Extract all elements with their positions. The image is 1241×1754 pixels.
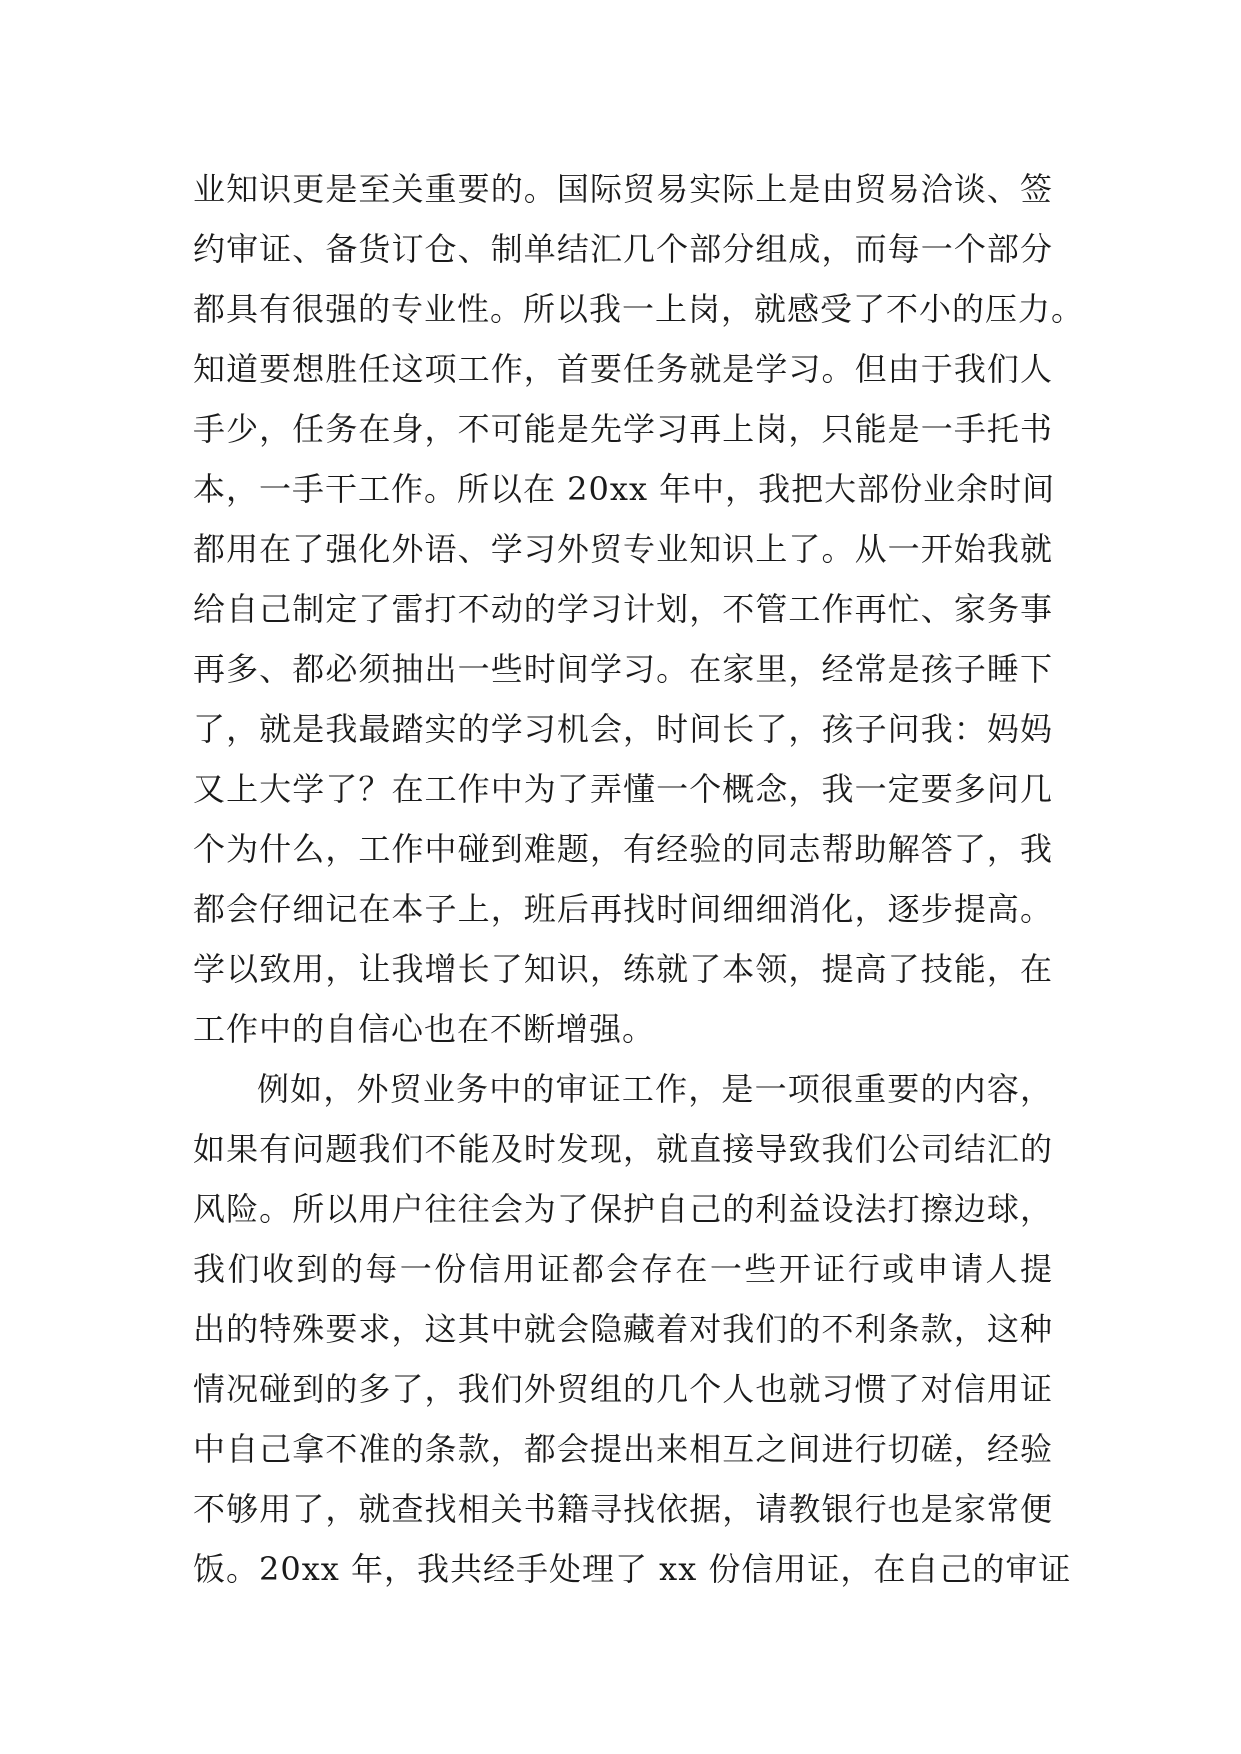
paragraph-2-line: 风险。所以用户往往会为了保护自己的利益设法打擦边球， bbox=[193, 1190, 1053, 1228]
paragraph-1-line: 知道要想胜任这项工作，首要任务就是学习。但由于我们人 bbox=[193, 350, 1053, 388]
paragraph-2-line: 例如，外贸业务中的审证工作，是一项很重要的内容， bbox=[257, 1070, 1053, 1108]
paragraph-2-line: 我们收到的每一份信用证都会存在一些开证行或申请人提 bbox=[193, 1250, 1053, 1288]
paragraph-1-line: 都会仔细记在本子上，班后再找时间细细消化，逐步提高。 bbox=[193, 890, 1053, 928]
paragraph-1-line: 又上大学了？在工作中为了弄懂一个概念，我一定要多问几 bbox=[193, 770, 1053, 808]
paragraph-2-line: 饭。20xx 年，我共经手处理了 xx 份信用证，在自己的审证 bbox=[193, 1550, 1072, 1588]
document-body bbox=[193, 159, 1085, 1599]
paragraph-1-line: 工作中的自信心也在不断增强。 bbox=[193, 1010, 656, 1048]
paragraph-2-line: 中自己拿不准的条款，都会提出来相互之间进行切磋，经验 bbox=[193, 1430, 1053, 1468]
paragraph-1-line: 学以致用，让我增长了知识，练就了本领，提高了技能，在 bbox=[193, 950, 1053, 988]
paragraph-2-line: 不够用了，就查找相关书籍寻找依据，请教银行也是家常便 bbox=[193, 1490, 1053, 1528]
paragraph-1-line: 了，就是我最踏实的学习机会，时间长了，孩子问我：妈妈 bbox=[193, 710, 1053, 748]
paragraph-1-line: 再多、都必须抽出一些时间学习。在家里，经常是孩子睡下 bbox=[193, 650, 1053, 688]
paragraph-1-line: 都具有很强的专业性。所以我一上岗，就感受了不小的压力。 bbox=[193, 290, 1085, 328]
paragraph-2-line: 如果有问题我们不能及时发现，就直接导致我们公司结汇的 bbox=[193, 1130, 1053, 1168]
paragraph-1-line: 本，一手干工作。所以在 20xx 年中，我把大部份业余时间 bbox=[193, 470, 1056, 508]
paragraph-1-line: 给自己制定了雷打不动的学习计划，不管工作再忙、家务事 bbox=[193, 590, 1053, 628]
paragraph-1-line: 业知识更是至关重要的。国际贸易实际上是由贸易洽谈、签 bbox=[193, 170, 1053, 208]
paragraph-1-line: 手少，任务在身，不可能是先学习再上岗，只能是一手托书 bbox=[193, 410, 1053, 448]
paragraph-1-line: 个为什么，工作中碰到难题，有经验的同志帮助解答了，我 bbox=[193, 830, 1053, 868]
paragraph-1-line: 约审证、备货订仓、制单结汇几个部分组成，而每一个部分 bbox=[193, 230, 1053, 268]
paragraph-2-line: 出的特殊要求，这其中就会隐藏着对我们的不利条款，这种 bbox=[193, 1310, 1053, 1348]
paragraph-1-line: 都用在了强化外语、学习外贸专业知识上了。从一开始我就 bbox=[193, 530, 1053, 568]
paragraph-2-line: 情况碰到的多了，我们外贸组的几个人也就习惯了对信用证 bbox=[193, 1370, 1053, 1408]
